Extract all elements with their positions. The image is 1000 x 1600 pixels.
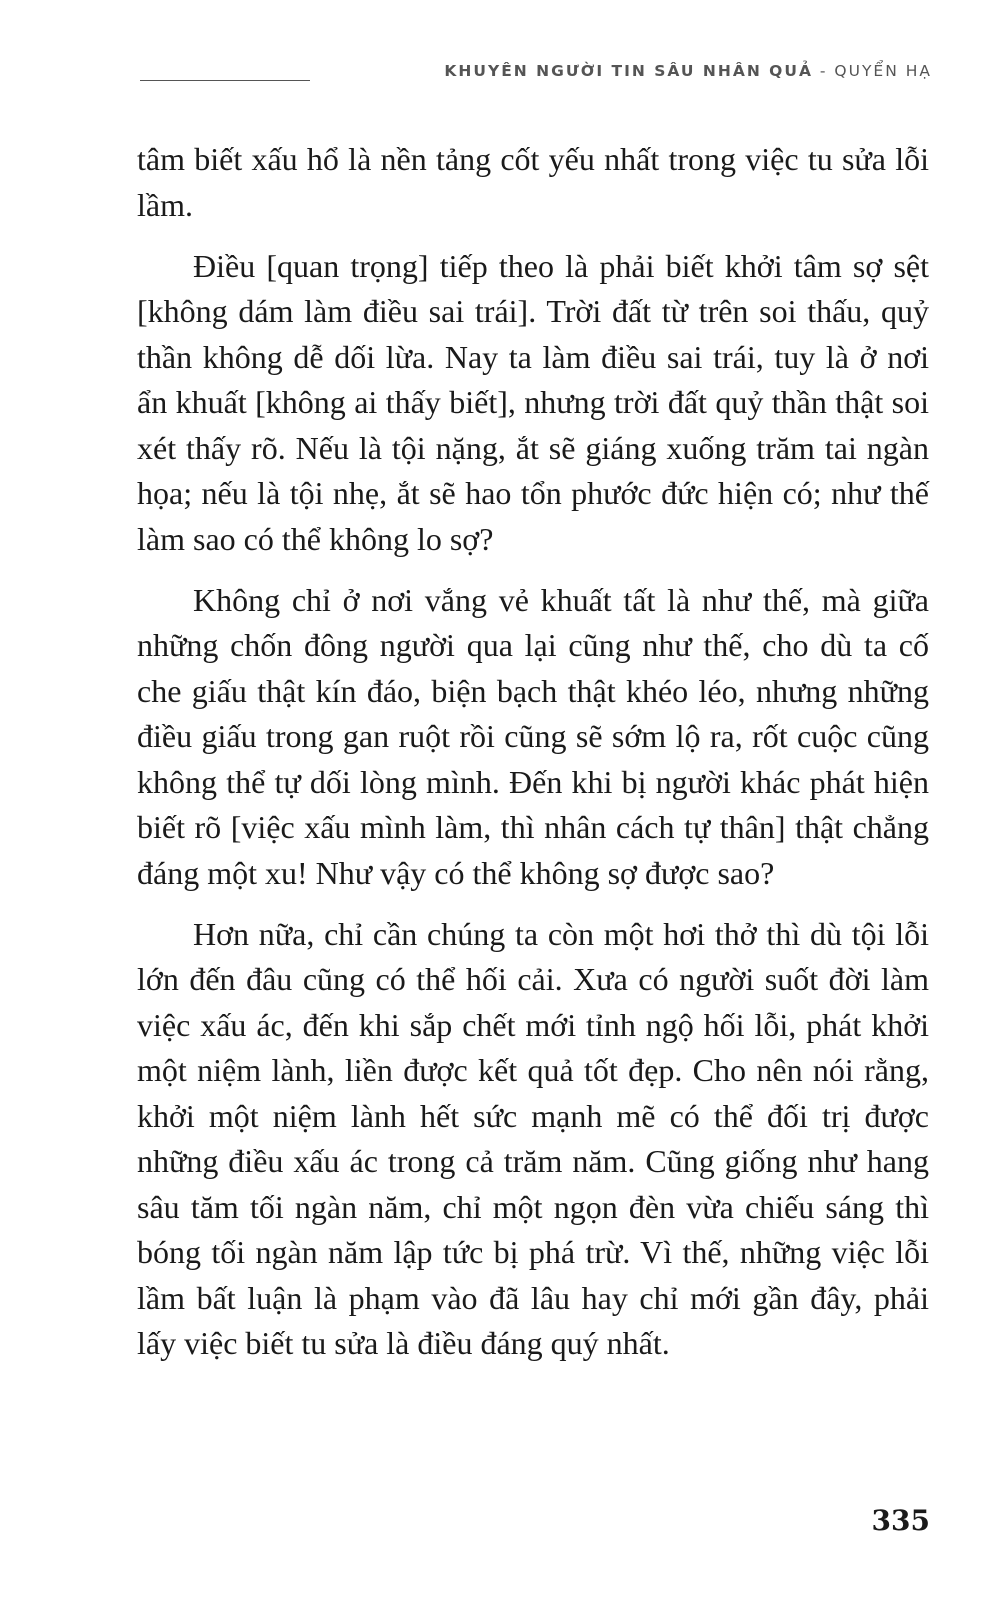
paragraph: Điều [quan trọng] tiếp theo là phải biết khởi tâm sợ sệt [không dám làm điều sai trái]. Trời đất từ trên soi thấu, quỷ thần không dễ dối lừa. Nay ta làm điều sai trái, tuy là ở nơi ẩn khuất [không ai thấy biết], nhưng trời đất quỷ thần thật soi xét thấy rõ. Nếu là tội nặng, ắt sẽ giáng xuống trăm tai ngàn họa; nếu là tội nhẹ, ắt sẽ hao tổn phước đức hiện có; như thế làm sao có thể không lo sợ? xyxy=(137,247,929,557)
header-rule xyxy=(140,80,310,81)
body-text xyxy=(137,137,929,1382)
paragraph: Không chỉ ở nơi vắng vẻ khuất tất là như thế, mà giữa những chốn đông người qua lại cũng như thế, cho dù ta cố che giấu thật kín đáo, biện bạch thật khéo léo, nhưng những điều giấu trong gan ruột rồi cũng sẽ sớm lộ ra, rốt cuộc cũng không thể tự dối lòng mình. Đến khi bị người khác phát hiện biết rõ [việc xấu mình làm, thì nhân cách tự thân] thật chẳng đáng một xu! Như vậy có thể không sợ được sao? xyxy=(137,581,929,891)
paragraph: Hơn nữa, chỉ cần chúng ta còn một hơi thở thì dù tội lỗi lớn đến đâu cũng có thể hối cải. Xưa có người suốt đời làm việc xấu ác, đến khi sắp chết mới tỉnh ngộ hối lỗi, phát khởi một niệm lành, liền được kết quả tốt đẹp. Cho nên nói rằng, khởi một niệm lành hết sức mạnh mẽ có thể đối trị được những điều xấu ác trong cả trăm năm. Cũng giống như hang sâu tăm tối ngàn năm, chỉ một ngọn đèn vừa chiếu sáng thì bóng tối ngàn năm lập tức bị phá trừ. Vì thế, những việc lỗi lầm bất luận là phạm vào đã lâu hay chỉ mới gần đây, phải lấy việc biết tu sửa là điều đáng quý nhất. xyxy=(137,915,929,1361)
running-head xyxy=(444,62,932,80)
page-number: 335 xyxy=(871,1504,930,1537)
volume-label: QUYỂN HẠ xyxy=(834,62,932,80)
paragraph: tâm biết xấu hổ là nền tảng cốt yếu nhất trong việc tu sửa lỗi lầm. xyxy=(137,141,929,223)
book-title: KHUYÊN NGƯỜI TIN SÂU NHÂN QUẢ xyxy=(444,62,813,80)
header-separator: - xyxy=(812,62,835,80)
